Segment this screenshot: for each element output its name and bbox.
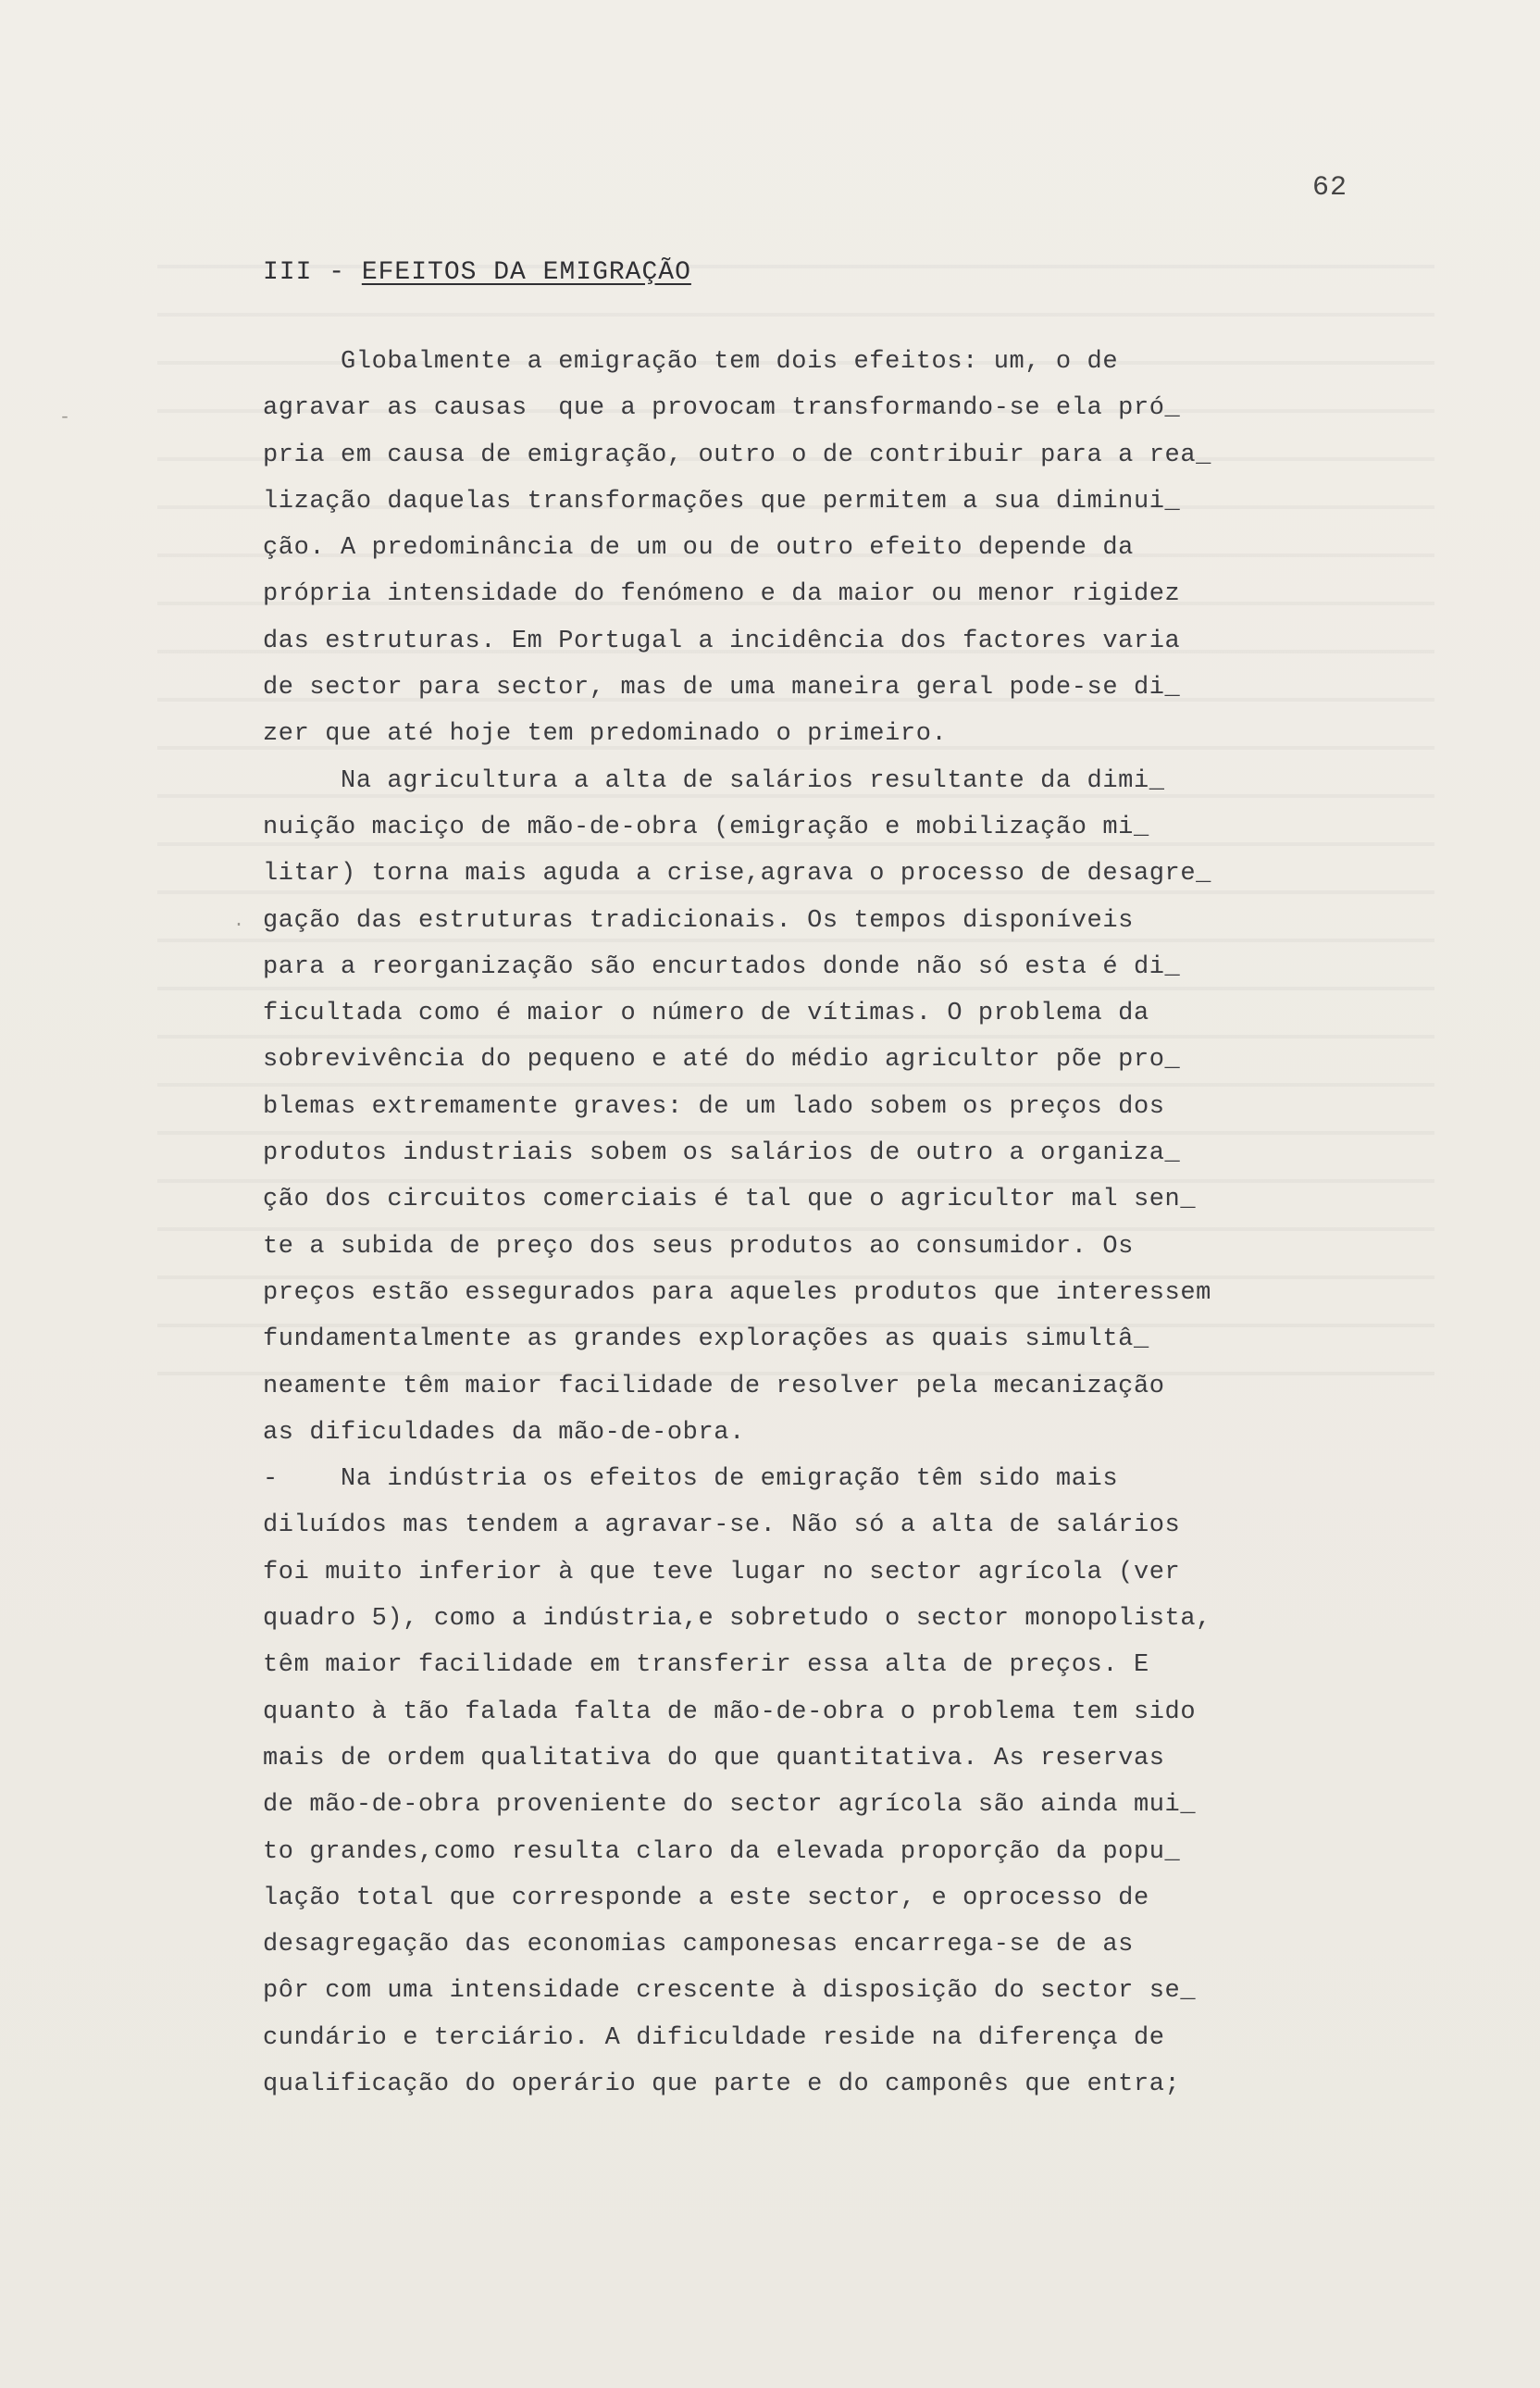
text-line: gação das estruturas tradicionais. Os tempos disponíveis (263, 906, 1134, 935)
text-line: pria em causa de emigração, outro o de contribuir para a rea_ (263, 441, 1211, 469)
text-line: para a reorganização são encurtados donde não só esta é di_ (263, 952, 1181, 981)
body-text (263, 339, 1429, 2108)
text-line: as dificuldades da mão-de-obra. (263, 1418, 745, 1447)
text-line: quadro 5), como a indústria,e sobretudo o sector monopolista, (263, 1605, 1211, 1634)
text-line: zer que até hoje tem predominado o primeiro. (263, 720, 948, 749)
text-line: blemas extremamente graves: de um lado sobem os preços dos (263, 1092, 1165, 1121)
text-line: produtos industriais sobem os salários de outro a organiza_ (263, 1139, 1181, 1168)
text-line: ção dos circuitos comerciais é tal que o agricultor mal sen_ (263, 1186, 1197, 1214)
text-line: própria intensidade do fenómeno e da maior ou menor rigidez (263, 580, 1181, 609)
text-line: qualificação do operário que parte e do camponês que entra; (263, 2070, 1181, 2098)
text-line: ficultada como é maior o número de vítimas. O problema da (263, 1000, 1149, 1028)
margin-mark: - (59, 407, 71, 429)
text-line: sobrevivência do pequeno e até do médio agricultor põe pro_ (263, 1046, 1181, 1075)
text-line: to grandes,como resulta claro da elevada proporção da popu_ (263, 1837, 1181, 1866)
page-number: 62 (1312, 172, 1348, 204)
text-line: Na agricultura a alta de salários resultante da dimi_ (263, 766, 1165, 795)
text-line: pôr com uma intensidade crescente à disposição do sector se_ (263, 1977, 1197, 2006)
section-title: EFEITOS DA EMIGRAÇÃO (361, 258, 691, 287)
text-line: desagregação das economias camponesas encarrega-se de as (263, 1931, 1134, 1959)
text-line: lização daquelas transformações que permitem a sua diminui_ (263, 487, 1181, 516)
section-numeral: III - (263, 258, 346, 287)
text-line: mais de ordem qualitativa do que quantitativa. As reservas (263, 1744, 1165, 1772)
text-line: das estruturas. Em Portugal a incidência dos factores varia (263, 627, 1181, 655)
text-line: litar) torna mais aguda a crise,agrava o processo de desagre_ (263, 860, 1211, 889)
text-line: neamente têm maior facilidade de resolver pela mecanização (263, 1372, 1165, 1400)
text-line: quanto à tão falada falta de mão-de-obra o problema tem sido (263, 1698, 1197, 1726)
text-line: de sector para sector, mas de uma maneira geral pode-se di_ (263, 674, 1181, 703)
section-heading (263, 258, 691, 287)
text-line: têm maior facilidade em transferir essa alta de preços. E (263, 1651, 1149, 1680)
text-line: - Na indústria os efeitos de emigração têm sido mais (263, 1465, 1119, 1494)
text-line: ção. A predominância de um ou de outro efeito depende da (263, 534, 1134, 563)
text-line: foi muito inferior à que teve lugar no sector agrícola (ver (263, 1558, 1181, 1586)
text-line: diluídos mas tendem a agravar-se. Não só a alta de salários (263, 1511, 1181, 1540)
margin-mark: · (233, 914, 245, 936)
text-line: te a subida de preço dos seus produtos ao consumidor. Os (263, 1232, 1134, 1261)
text-line: Globalmente a emigração tem dois efeitos: um, o de (263, 348, 1119, 376)
text-line: nuição maciço de mão-de-obra (emigração e mobilização mi_ (263, 813, 1149, 841)
text-line: de mão-de-obra proveniente do sector agrícola são ainda mui_ (263, 1791, 1197, 1820)
text-line: lação total que corresponde a este sector, e oprocesso de (263, 1884, 1149, 1912)
text-line: cundário e terciário. A dificuldade reside na diferença de (263, 2023, 1165, 2052)
text-line: preços estão essegurados para aqueles produtos que interessem (263, 1278, 1211, 1307)
text-line: agravar as causas que a provocam transformando-se ela pró_ (263, 394, 1181, 423)
text-line: fundamentalmente as grandes explorações as quais simultâ_ (263, 1325, 1149, 1354)
